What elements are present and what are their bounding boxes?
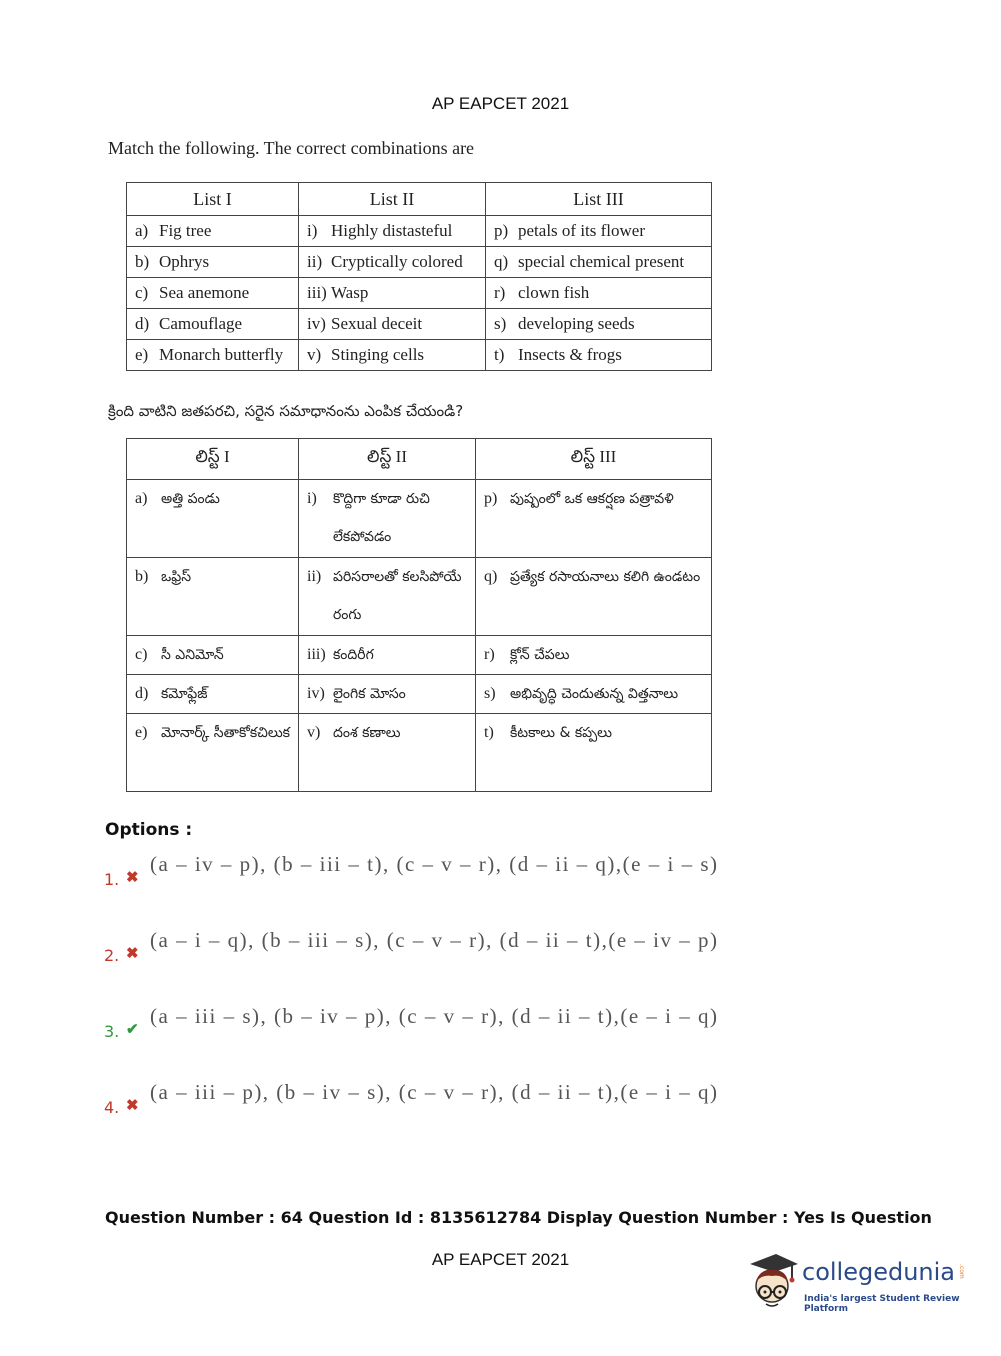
logo-name: collegedunia: [802, 1258, 956, 1286]
page-header: AP EAPCET 2021: [431, 94, 570, 113]
column-header-list-3-te: లిస్ట్ III: [476, 439, 712, 480]
question-text-telugu: క్రింది వాటిని జతపరచి, సరైన సమాధానంను ఎంపిక చేయండి?: [108, 402, 464, 420]
list-2-cell: [299, 558, 476, 636]
list-1-cell: [127, 675, 299, 714]
table-row: [127, 216, 712, 247]
option-number: 2.: [104, 946, 120, 965]
item-text: Cryptically colored: [331, 252, 463, 271]
item-label: v): [307, 724, 321, 741]
question-text-english: Match the following. The correct combinations are: [108, 138, 475, 158]
list-2-cell: [299, 278, 486, 309]
item-label: r): [494, 283, 506, 302]
list-2-cell: [299, 675, 476, 714]
match-table-telugu: [126, 438, 712, 792]
item-text: ప్రత్యేక రసాయనాలు కలిగి ఉండటం: [510, 569, 701, 585]
list-3-cell: [476, 480, 712, 558]
list-1-cell: [127, 309, 299, 340]
option-number: 4.: [104, 1098, 120, 1117]
match-table-english: [126, 182, 712, 371]
list-3-cell: [486, 216, 712, 247]
list-3-cell: [476, 714, 712, 792]
table-row: [127, 558, 712, 636]
option-number: 1.: [104, 870, 120, 889]
wrong-icon: ✖: [126, 945, 139, 962]
item-text: Stinging cells: [331, 345, 425, 364]
logo-tagline: India's largest Student Review Platform: [804, 1294, 960, 1314]
option-1[interactable]: [104, 852, 804, 892]
wrong-icon: ✖: [126, 869, 139, 886]
item-label: iv): [307, 685, 325, 702]
item-text: developing seeds: [518, 314, 635, 333]
item-text: petals of its flower: [518, 221, 645, 240]
list-3-cell: [476, 636, 712, 675]
item-label: q): [484, 568, 498, 585]
item-text: లైంగిక మోసం: [333, 686, 406, 702]
item-text: Ophrys: [159, 252, 210, 271]
item-label: v): [307, 345, 322, 364]
question-meta: Question Number : 64 Question Id : 8135612784 Display Question Number : Yes Is Question: [105, 1208, 932, 1227]
item-text: Fig tree: [159, 221, 212, 240]
table-row: [127, 340, 712, 371]
list-1-cell: [127, 636, 299, 675]
correct-check-icon: ✔: [126, 1021, 139, 1038]
item-text: Highly distasteful: [331, 221, 453, 240]
item-label: a): [135, 221, 149, 240]
item-text: కమోఫ్లేజ్: [161, 686, 208, 702]
item-text: పుష్పంలో ఒక ఆకర్షణ పత్రావళి: [510, 491, 674, 507]
list-2-cell: [299, 480, 476, 558]
item-label: q): [494, 252, 509, 271]
item-text: Sexual deceit: [331, 314, 423, 333]
table-row: [127, 714, 712, 792]
wrong-icon: ✖: [126, 1097, 139, 1114]
page-footer: AP EAPCET 2021: [431, 1250, 570, 1269]
item-label: p): [494, 221, 509, 240]
item-text: Insects & frogs: [518, 345, 622, 364]
list-3-cell: [486, 309, 712, 340]
option-4[interactable]: [104, 1080, 804, 1120]
item-text: Wasp: [331, 283, 369, 302]
item-label: i): [307, 221, 318, 240]
item-text: clown fish: [518, 283, 590, 302]
list-1-cell: [127, 216, 299, 247]
item-label: ii): [307, 568, 322, 585]
item-text: కొద్దిగా కూడా రుచి లేకపోవడం: [333, 491, 430, 545]
item-label: b): [135, 252, 150, 271]
column-header-list-2: List II: [299, 183, 486, 216]
item-text: అభివృద్ధి చెందుతున్న విత్తనాలు: [510, 686, 679, 702]
item-label: b): [135, 568, 149, 585]
logo-suffix: .com: [958, 1264, 965, 1279]
item-text: Monarch butterfly: [159, 345, 284, 364]
list-1-cell: [127, 278, 299, 309]
list-2-cell: [299, 247, 486, 278]
list-1-cell: [127, 340, 299, 371]
mascot-icon: [742, 1250, 800, 1314]
item-label: d): [135, 314, 150, 333]
column-header-list-1: List I: [127, 183, 299, 216]
list-3-cell: [476, 675, 712, 714]
column-header-list-1-te: లిస్ట్ I: [127, 439, 299, 480]
item-label: iii): [307, 283, 327, 302]
option-text: (a – iii – s), (b – iv – p), (c – v – r), (d – ii – t),(e – i – q): [150, 1004, 719, 1028]
item-label: s): [494, 314, 507, 333]
item-label: e): [135, 345, 149, 364]
table-row: [127, 675, 712, 714]
item-text: క్లోన్ చేపలు: [510, 647, 570, 663]
item-label: c): [135, 283, 149, 302]
item-label: i): [307, 490, 317, 507]
item-label: s): [484, 685, 496, 702]
collegedunia-logo[interactable]: [742, 1250, 972, 1314]
item-text: Camouflage: [159, 314, 243, 333]
item-text: అత్తి పండు: [161, 491, 220, 507]
list-3-cell: [486, 340, 712, 371]
item-text: ఒఫ్రిస్: [161, 569, 192, 585]
table-row: [127, 480, 712, 558]
item-text: Sea anemone: [159, 283, 250, 302]
item-text: పరిసరాలతో కలసిపోయే రంగు: [333, 569, 462, 623]
item-label: ii): [307, 252, 323, 271]
list-3-cell: [486, 247, 712, 278]
option-number: 3.: [104, 1022, 120, 1041]
table-row: [127, 278, 712, 309]
item-label: e): [135, 724, 148, 741]
item-text: కందిరీగ: [333, 647, 374, 663]
column-header-list-3: List III: [486, 183, 712, 216]
list-2-cell: [299, 714, 476, 792]
column-header-list-2-te: లిస్ట్ II: [299, 439, 476, 480]
list-2-cell: [299, 309, 486, 340]
list-2-cell: [299, 216, 486, 247]
list-1-cell: [127, 714, 299, 792]
item-text: కీటకాలు & కప్పలు: [510, 725, 612, 741]
item-label: iii): [307, 646, 326, 663]
table-row: [127, 247, 712, 278]
option-3[interactable]: [104, 1004, 804, 1044]
list-1-cell: [127, 558, 299, 636]
item-label: a): [135, 490, 148, 507]
item-label: d): [135, 685, 149, 702]
item-label: p): [484, 490, 498, 507]
item-text: special chemical present: [518, 252, 685, 271]
item-label: c): [135, 646, 148, 663]
list-1-cell: [127, 480, 299, 558]
list-3-cell: [476, 558, 712, 636]
option-text: (a – iii – p), (b – iv – s), (c – v – r), (d – ii – t),(e – i – q): [150, 1080, 719, 1104]
item-label: iv): [307, 314, 326, 333]
table-row: [127, 636, 712, 675]
item-text: దంశ కణాలు: [333, 725, 401, 741]
table-row: [127, 309, 712, 340]
item-label: r): [484, 646, 495, 663]
option-text: (a – i – q), (b – iii – s), (c – v – r), (d – ii – t),(e – iv – p): [150, 928, 719, 952]
list-2-cell: [299, 636, 476, 675]
list-1-cell: [127, 247, 299, 278]
option-2[interactable]: [104, 928, 804, 968]
item-label: t): [494, 345, 505, 364]
option-text: (a – iv – p), (b – iii – t), (c – v – r), (d – ii – q),(e – i – s): [150, 852, 719, 876]
item-text: సీ ఎనిమోన్: [161, 647, 224, 663]
list-2-cell: [299, 340, 486, 371]
list-3-cell: [486, 278, 712, 309]
item-text: మోనార్క్ సీతాకోకచిలుక: [161, 725, 290, 741]
item-label: t): [484, 724, 494, 741]
options-title: Options :: [105, 820, 193, 840]
